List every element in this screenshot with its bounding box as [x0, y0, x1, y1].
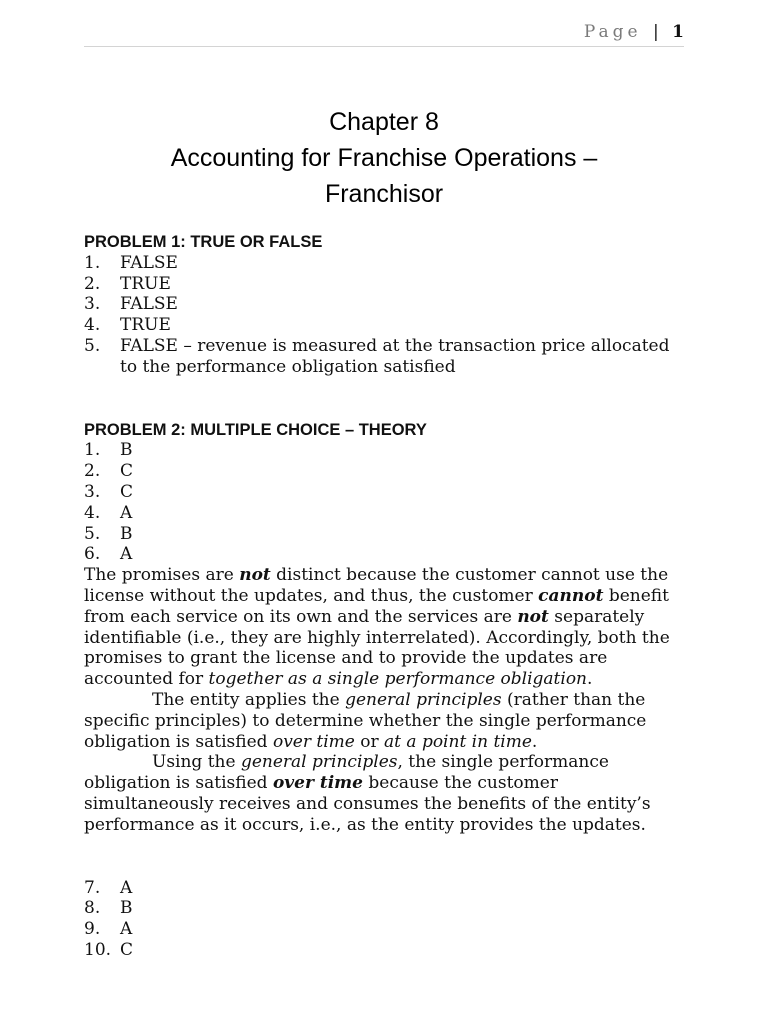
item-answer: TRUE	[120, 315, 171, 336]
paragraph-text: (rather than the specific principles) to determine whether the single performance obligation is satisfied	[84, 689, 647, 752]
item-answer: A	[120, 544, 133, 565]
emphasis-text: cannot	[538, 585, 604, 606]
item-answer: C	[120, 939, 134, 960]
italic-text: over time	[272, 731, 355, 752]
list-item	[84, 336, 678, 378]
paragraph-text: or	[354, 731, 385, 752]
item-answer: A	[120, 877, 133, 898]
page-label: Page	[583, 22, 642, 42]
item-number: 6.	[84, 544, 101, 565]
problem1-list	[84, 253, 678, 378]
italic-text: together as a single performance obligation	[208, 669, 587, 690]
item-number: 8.	[84, 898, 101, 919]
item-number: 7.	[84, 877, 101, 898]
list-item	[84, 524, 678, 545]
chapter-title-line-1: Chapter 8	[329, 108, 439, 136]
chapter-title	[84, 104, 684, 212]
item-number: 9.	[84, 919, 101, 940]
item-number: 5.	[84, 523, 101, 544]
list-item	[84, 503, 678, 524]
item-answer: A	[120, 502, 133, 523]
emphasis-text: not	[239, 565, 271, 586]
list-item	[84, 544, 678, 565]
italic-text: at a point in time	[384, 731, 532, 752]
chapter-title-line-2: Accounting for Franchise Operations –	[170, 144, 598, 172]
list-item	[84, 253, 678, 274]
paragraph-text: because the customer simultaneously receives and consumes the benefits of the entity’s performance as it occurs, i.e., as the entity provides the updates.	[84, 773, 651, 835]
item-answer: B	[120, 523, 133, 544]
item-number: 4.	[84, 315, 101, 336]
paragraph-text: distinct because the customer cannot use the license without the updates, and thus, the customer	[84, 565, 669, 606]
item-answer: TRUE	[120, 273, 171, 294]
item-answer: FALSE	[120, 294, 178, 315]
paragraph-text: The entity applies the	[152, 689, 346, 710]
item-number: 1.	[84, 440, 101, 461]
list-item	[84, 878, 678, 899]
document-body	[84, 232, 678, 961]
emphasis-text: over time	[272, 773, 363, 794]
item-answer: C	[120, 461, 134, 482]
item-number: 2.	[84, 273, 101, 294]
item-number: 10.	[84, 939, 112, 960]
item-answer: C	[120, 481, 134, 502]
paragraph-text: Using the	[152, 752, 241, 773]
paragraph-text: separately identifiable (i.e., they are highly interrelated). Accordingly, both the promises to grant the license and to provide the updates are accounted for	[84, 606, 670, 690]
chapter-title-line-3: Franchisor	[324, 180, 444, 208]
item-answer: FALSE – revenue is measured at the transaction price allocated to the performance obligation satisfied	[120, 335, 670, 377]
paragraph-text: benefit from each service on its own and the services are	[84, 585, 669, 627]
list-item	[84, 274, 678, 295]
page-number: 1	[672, 22, 684, 42]
item-answer: B	[120, 898, 133, 919]
italic-text: general principles	[345, 689, 502, 710]
emphasis-text: not	[517, 606, 549, 627]
item-number: 2.	[84, 461, 101, 482]
item-answer: FALSE	[120, 252, 178, 273]
list-item	[84, 294, 678, 315]
problem2-heading: PROBLEM 2: MULTIPLE CHOICE – THEORY	[84, 420, 427, 439]
list-item	[84, 315, 678, 336]
item-number: 3.	[84, 481, 101, 502]
paragraph-text: .	[587, 669, 593, 690]
explanation-paragraph-3	[84, 752, 678, 835]
item-number: 1.	[84, 252, 101, 273]
list-item	[84, 461, 678, 482]
problem2-list-a	[84, 440, 678, 565]
list-item	[84, 898, 678, 919]
item-answer: A	[120, 919, 133, 940]
paragraph-text: .	[531, 731, 538, 752]
list-item	[84, 440, 678, 461]
explanation-paragraph-2	[84, 690, 678, 752]
item-number: 4.	[84, 502, 101, 523]
list-item	[84, 482, 678, 503]
italic-text: general principles	[240, 752, 398, 773]
header-rule	[84, 46, 684, 47]
item-number: 5.	[84, 335, 101, 356]
paragraph-text: The promises are	[84, 565, 240, 586]
list-item	[84, 919, 678, 940]
page-separator: |	[653, 22, 659, 42]
page-header	[584, 22, 684, 42]
item-number: 3.	[84, 294, 101, 315]
problem2-list-b	[84, 878, 678, 961]
explanation-paragraph-1	[84, 565, 678, 690]
item-answer: B	[120, 440, 133, 461]
problem1-heading: PROBLEM 1: TRUE OR FALSE	[84, 233, 323, 251]
paragraph-text: , the single performance obligation is satisfied	[84, 752, 609, 794]
list-item	[84, 940, 678, 961]
